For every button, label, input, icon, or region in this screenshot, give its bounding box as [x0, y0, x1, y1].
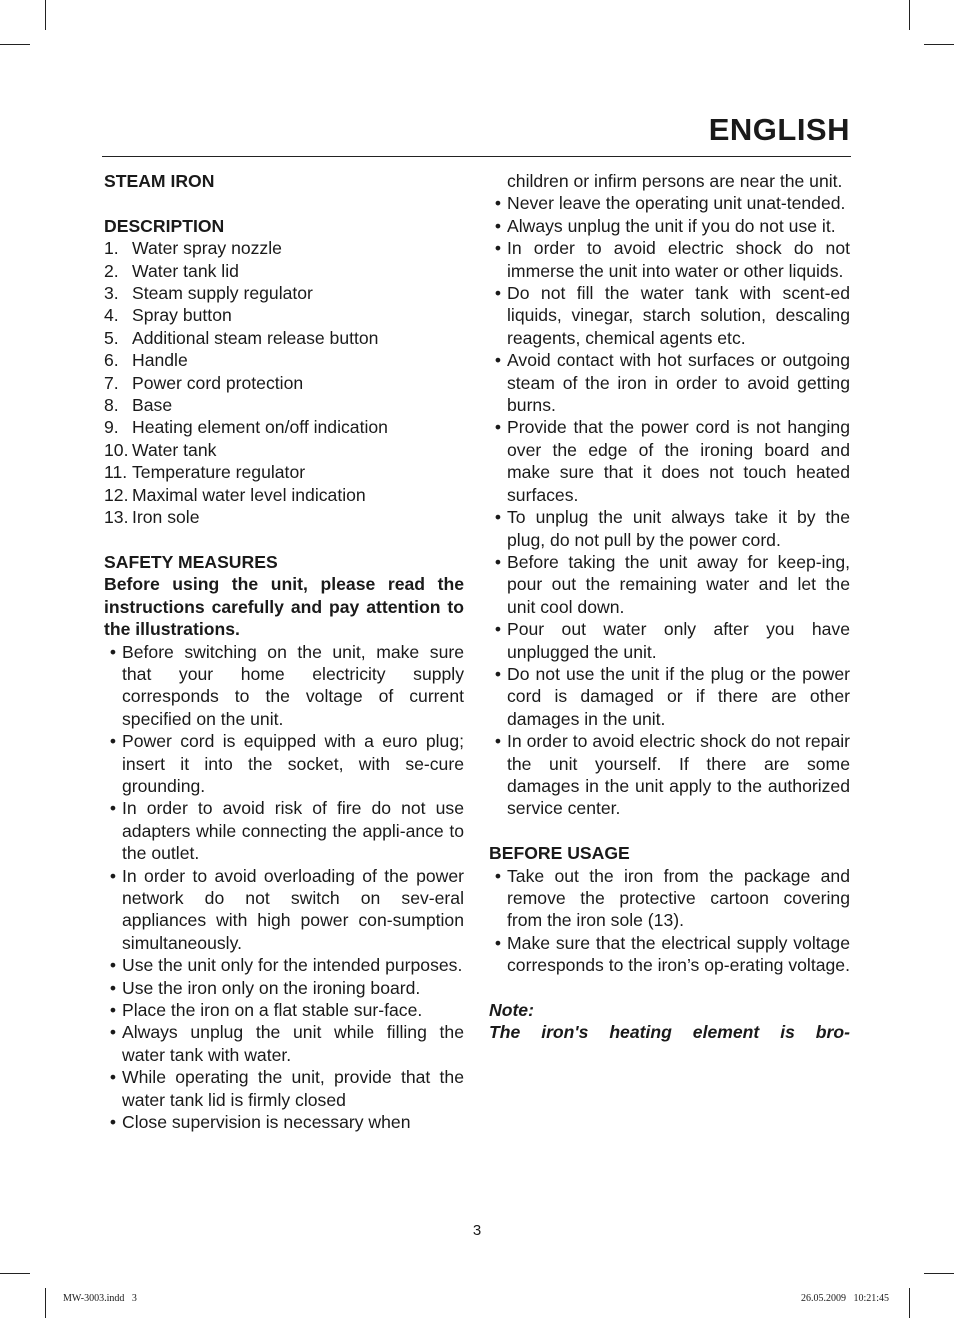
note-heading: Note: [489, 1000, 534, 1020]
right-column [489, 170, 850, 1044]
bullet-icon: • [494, 417, 502, 438]
item-number: 7. [104, 372, 119, 393]
crop-mark-top-right-v [909, 0, 910, 30]
bullet-text: Pour out water only after you have unplugged the unit. [507, 619, 850, 662]
bullet-icon: • [494, 215, 502, 236]
item-number: 11. [104, 462, 128, 483]
description-item [104, 349, 464, 371]
bullet-item [104, 1066, 464, 1111]
bullet-icon: • [494, 663, 502, 684]
bullet-icon: • [109, 955, 117, 976]
crop-mark-top-left-h [0, 44, 30, 45]
spacer [104, 528, 464, 550]
bullet-text: Use the iron only on the ironing board. [122, 977, 421, 998]
bullet-text: To unplug the unit always take it by the plug, do not pull by the power cord. [507, 507, 850, 550]
bullet-text: Do not use the unit if the plug or the power cord is damaged or if there are other damages in the unit. [507, 663, 850, 729]
description-item [104, 327, 464, 349]
item-number: 9. [104, 417, 119, 438]
bullet-text: Never leave the operating unit unat-tended. [507, 193, 846, 214]
safety-intro: Before using the unit, please read the instructions carefully and pay attention to the illustrations. [104, 574, 464, 640]
item-number: 6. [104, 350, 119, 371]
bullet-item [489, 663, 850, 730]
bullet-text: Make sure that the electrical supply voltage corresponds to the iron’s op-erating voltage. [507, 932, 850, 976]
description-list [104, 237, 464, 528]
crop-mark-bottom-right-v [909, 1288, 910, 1318]
continued-text: children or infirm persons are near the unit. [507, 171, 843, 191]
bullet-icon: • [109, 641, 117, 662]
item-text: Water tank [132, 439, 217, 460]
item-number: 12. [104, 484, 129, 505]
bullet-text: In order to avoid risk of fire do not use adapters while connecting the appli-ance to the outlet. [122, 798, 464, 864]
bullet-item [104, 730, 464, 797]
item-number: 3. [104, 283, 119, 304]
bullet-item [104, 641, 464, 731]
note-text: The iron's heating element is bro- [489, 1022, 850, 1043]
bullet-item [489, 237, 850, 282]
safety-heading: SAFETY MEASURES [104, 551, 278, 572]
description-item [104, 304, 464, 326]
bullet-text: Power cord is equipped with a euro plug; insert it into the socket, with se-cure grounding. [122, 731, 464, 796]
crop-mark-bottom-left-h [0, 1273, 30, 1274]
bullet-icon: • [494, 283, 502, 304]
description-item [104, 372, 464, 394]
bullet-text: While operating the unit, provide that the water tank lid is firmly closed [122, 1067, 464, 1110]
description-item [104, 506, 464, 528]
crop-mark-top-left-v [45, 0, 46, 30]
item-text: Additional steam release button [132, 327, 379, 348]
bullet-item [104, 1111, 464, 1133]
bullet-item [104, 999, 464, 1021]
language-heading: ENGLISH [708, 112, 850, 147]
item-number: 1. [104, 238, 119, 259]
bullet-item [489, 730, 850, 820]
bullet-icon: • [109, 1000, 117, 1020]
bullet-item [104, 1021, 464, 1066]
bullet-icon: • [109, 1022, 117, 1043]
item-text: Heating element on/off indication [132, 417, 388, 438]
section-title: STEAM IRON [104, 171, 215, 191]
item-number: 4. [104, 305, 119, 326]
item-text: Maximal water level indication [132, 484, 366, 505]
bullet-icon: • [109, 865, 117, 886]
item-text: Steam supply regulator [132, 283, 313, 304]
crop-mark-bottom-left-v [45, 1288, 46, 1318]
bullet-item [489, 932, 850, 977]
bullet-text: Avoid contact with hot surfaces or outgoing steam of the iron in order to avoid getting burns. [507, 350, 850, 416]
bullet-item [489, 416, 850, 506]
item-text: Spray button [132, 305, 232, 326]
bullet-item [104, 865, 464, 955]
footer-file-name: MW-3003.indd 3 [63, 1293, 137, 1304]
bullet-item [104, 954, 464, 976]
item-text: Power cord protection [132, 372, 304, 393]
bullet-item [489, 282, 850, 349]
bullet-icon: • [109, 977, 117, 998]
bullet-text: Take out the iron from the package and remove the protective cartoon covering from the iron sole (13). [507, 865, 850, 931]
bullet-icon: • [109, 798, 117, 819]
bullet-item [489, 618, 850, 663]
bullet-icon: • [494, 238, 502, 259]
bullet-icon: • [494, 619, 502, 640]
bullet-text: Always unplug the unit if you do not use it. [507, 215, 836, 236]
bullet-icon: • [494, 551, 502, 572]
description-item [104, 260, 464, 282]
item-text: Base [132, 395, 173, 416]
safety-bullet-list [104, 641, 464, 1134]
page-number: 3 [472, 1222, 482, 1239]
bullet-text: Always unplug the unit while filling the water tank with water. [122, 1022, 464, 1065]
bullet-icon: • [494, 350, 502, 371]
footer-timestamp: 26.05.2009 10:21:45 [800, 1293, 889, 1304]
bullet-item [489, 551, 850, 618]
safety-bullet-list-continued [489, 192, 850, 819]
crop-mark-bottom-right-h [924, 1273, 954, 1274]
spacer [489, 977, 850, 999]
item-text: Water tank lid [132, 260, 239, 281]
description-item [104, 282, 464, 304]
item-number: 2. [104, 260, 119, 281]
spacer [104, 192, 464, 214]
bullet-item [489, 506, 850, 551]
bullet-text: Close supervision is necessary when [122, 1112, 411, 1133]
bullet-item [104, 797, 464, 864]
bullet-text: In order to avoid electric shock do not immerse the unit into water or other liquids. [507, 238, 850, 281]
bullet-text: Do not fill the water tank with scent-ed liquids, vinegar, starch solution, descaling reagents, chemical agents etc. [507, 283, 850, 348]
item-number: 10. [104, 439, 129, 460]
description-item [104, 416, 464, 438]
bullet-item [489, 865, 850, 932]
item-text: Handle [132, 350, 188, 371]
item-number: 8. [104, 395, 119, 416]
description-item [104, 394, 464, 416]
description-item [104, 439, 464, 461]
before-usage-heading: BEFORE USAGE [489, 843, 630, 864]
header-rule [102, 156, 851, 157]
bullet-item [489, 349, 850, 416]
bullet-icon: • [494, 507, 502, 528]
description-item [104, 237, 464, 259]
item-text: Water spray nozzle [132, 238, 282, 259]
bullet-icon: • [494, 193, 502, 214]
bullet-item [104, 977, 464, 999]
bullet-icon: • [494, 932, 502, 953]
bullet-text: Provide that the power cord is not hanging over the edge of the ironing board and make sure that it does not touch heated surfaces. [507, 417, 850, 505]
bullet-text: Use the unit only for the intended purposes. [122, 955, 463, 976]
bullet-item [489, 192, 850, 214]
bullet-text: In order to avoid overloading of the power network do not switch on sev-eral appliances with high power con-sumption simultaneously. [122, 865, 464, 953]
bullet-icon: • [494, 731, 502, 752]
spacer [489, 820, 850, 842]
description-heading: DESCRIPTION [104, 215, 225, 236]
bullet-icon: • [109, 1067, 117, 1088]
before-usage-list [489, 865, 850, 977]
left-column [104, 170, 464, 1133]
item-number: 13. [104, 507, 129, 528]
bullet-icon: • [494, 865, 502, 886]
description-item [104, 484, 464, 506]
bullet-icon: • [109, 731, 117, 752]
bullet-text: Before taking the unit away for keep-ing, pour out the remaining water and let the unit cool down. [507, 551, 850, 617]
bullet-item [489, 215, 850, 237]
bullet-icon: • [109, 1112, 117, 1133]
item-text: Temperature regulator [132, 462, 306, 483]
item-text: Iron sole [132, 507, 200, 528]
bullet-text: Before switching on the unit, make sure that your home electricity supply corresponds to the voltage of current specified on the unit. [122, 641, 464, 729]
bullet-text: In order to avoid electric shock do not repair the unit yourself. If there are some damages in the unit apply to the authorized service center. [507, 731, 850, 819]
description-item [104, 461, 464, 483]
item-number: 5. [104, 327, 119, 348]
crop-mark-top-right-h [924, 44, 954, 45]
bullet-text: Place the iron on a flat stable sur-face. [122, 1000, 423, 1020]
